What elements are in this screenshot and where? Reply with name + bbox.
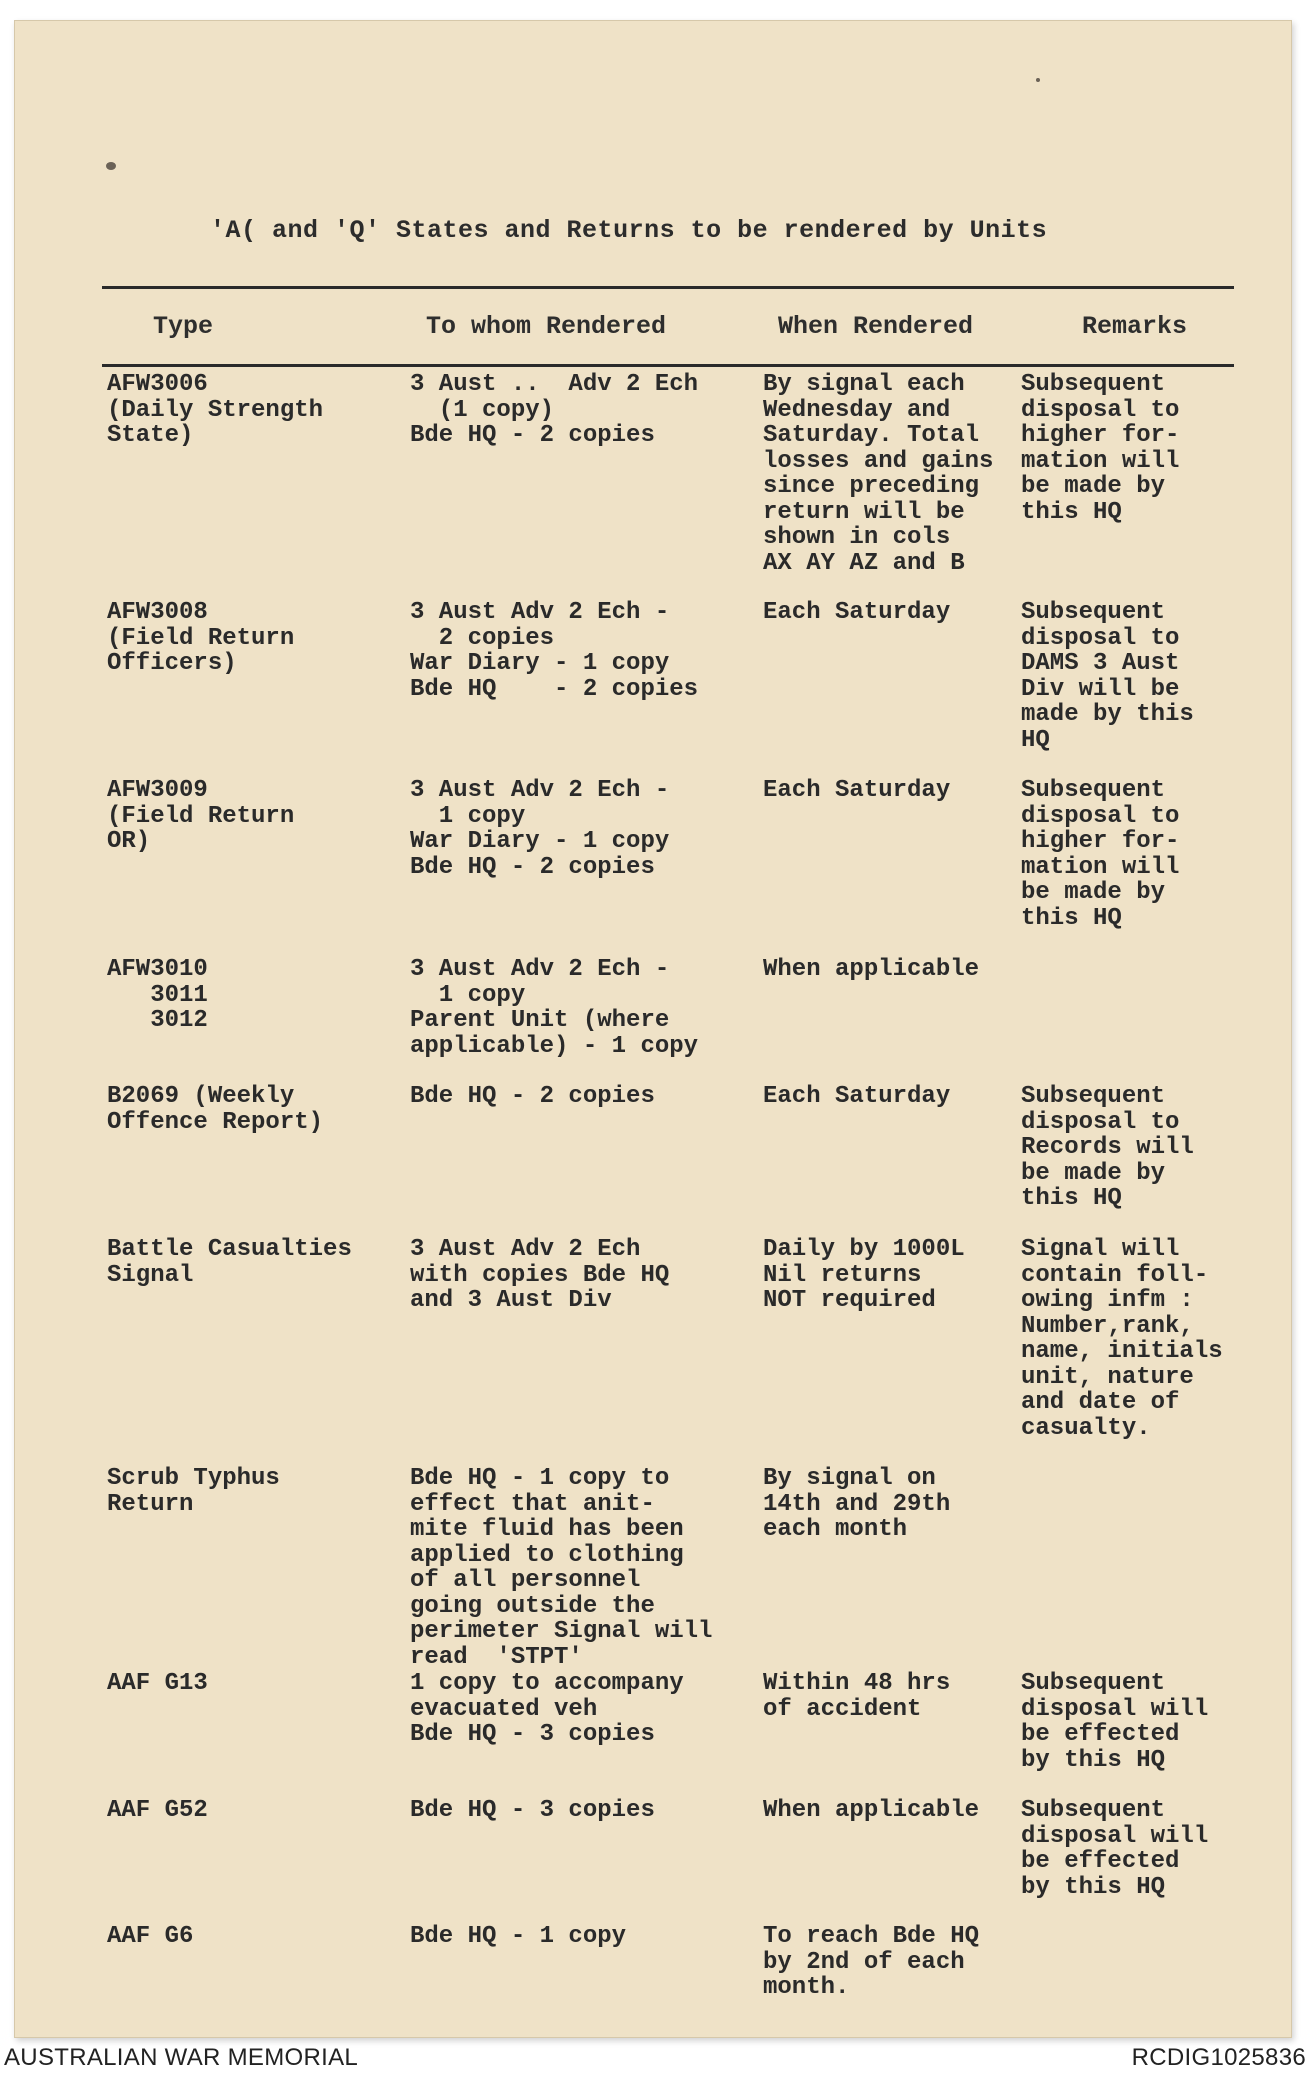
row-remarks: Subsequent disposal will be effected by this HQ <box>1021 1797 1209 1901</box>
column-header-remarks: Remarks <box>1082 312 1188 341</box>
row-remarks: Subsequent disposal to higher for- mation will be made by this HQ <box>1021 371 1180 526</box>
row-when: By signal each Wednesday and Saturday. Total losses and gains since preceding return will be shown in cols AX AY AZ and B <box>763 371 994 577</box>
row-when: When applicable <box>763 956 980 983</box>
column-header-type: Type <box>153 312 214 341</box>
row-type: Battle Casualties Signal <box>107 1236 352 1289</box>
row-to-whom: Bde HQ - 3 copies <box>410 1797 655 1824</box>
paper-mark <box>1036 78 1040 82</box>
row-type: AFW3008 (Field Return Officers) <box>107 599 295 677</box>
row-when: Each Saturday <box>763 599 951 626</box>
row-to-whom: 1 copy to accompany evacuated veh Bde HQ - 3 copies <box>410 1670 684 1748</box>
header-top-rule <box>102 286 1234 289</box>
row-to-whom: 3 Aust Adv 2 Ech - 2 copies War Diary - 1 copy Bde HQ - 2 copies <box>410 599 699 703</box>
row-remarks: Subsequent disposal to Records will be made by this HQ <box>1021 1083 1194 1212</box>
column-header-when: When Rendered <box>778 312 974 341</box>
footer-record-id: RCDIG1025836 <box>1131 2044 1306 2071</box>
row-to-whom: 3 Aust Adv 2 Ech - 1 copy Parent Unit (where applicable) - 1 copy <box>410 956 699 1060</box>
column-header-to-whom: To whom Rendered <box>426 312 667 341</box>
row-to-whom: Bde HQ - 2 copies <box>410 1083 655 1110</box>
row-type: AFW3010 3011 3012 <box>107 956 208 1034</box>
header-bottom-rule <box>102 364 1234 367</box>
row-to-whom: Bde HQ - 1 copy <box>410 1923 627 1950</box>
row-remarks: Subsequent disposal to DAMS 3 Aust Div will be made by this HQ <box>1021 599 1194 754</box>
row-when: When applicable <box>763 1797 980 1824</box>
row-when: To reach Bde HQ by 2nd of each month. <box>763 1923 980 2001</box>
row-to-whom: 3 Aust Adv 2 Ech with copies Bde HQ and 3 Aust Div <box>410 1236 670 1314</box>
row-type: Scrub Typhus Return <box>107 1465 280 1518</box>
document-page <box>14 20 1292 2038</box>
row-type: AAF G6 <box>107 1923 194 1950</box>
row-remarks: Subsequent disposal to higher for- mation will be made by this HQ <box>1021 777 1180 932</box>
row-when: Each Saturday <box>763 777 951 804</box>
row-when: Within 48 hrs of accident <box>763 1670 951 1723</box>
row-to-whom: Bde HQ - 1 copy to effect that anit- mite fluid has been applied to clothing of all personnel going outside the perimeter Signal will read 'STPT' <box>410 1465 713 1671</box>
row-type: AFW3009 (Field Return OR) <box>107 777 295 855</box>
row-type: B2069 (Weekly Offence Report) <box>107 1083 324 1136</box>
row-remarks: Signal will contain foll- owing infm : Number,rank, name, initials unit, nature and date of casualty. <box>1021 1236 1223 1442</box>
row-type: AFW3006 (Daily Strength State) <box>107 371 324 449</box>
footer-archive-name: AUSTRALIAN WAR MEMORIAL <box>4 2044 359 2071</box>
row-when: Each Saturday <box>763 1083 951 1110</box>
row-type: AAF G52 <box>107 1797 208 1824</box>
paper-mark <box>106 162 116 170</box>
row-when: By signal on 14th and 29th each month <box>763 1465 951 1543</box>
row-to-whom: 3 Aust Adv 2 Ech - 1 copy War Diary - 1 copy Bde HQ - 2 copies <box>410 777 670 881</box>
row-to-whom: 3 Aust .. Adv 2 Ech (1 copy) Bde HQ - 2 copies <box>410 371 699 449</box>
row-remarks: Subsequent disposal will be effected by this HQ <box>1021 1670 1209 1774</box>
document-title: 'A( and 'Q' States and Returns to be rendered by Units <box>210 216 1048 245</box>
row-type: AAF G13 <box>107 1670 208 1697</box>
row-when: Daily by 1000L Nil returns NOT required <box>763 1236 965 1314</box>
